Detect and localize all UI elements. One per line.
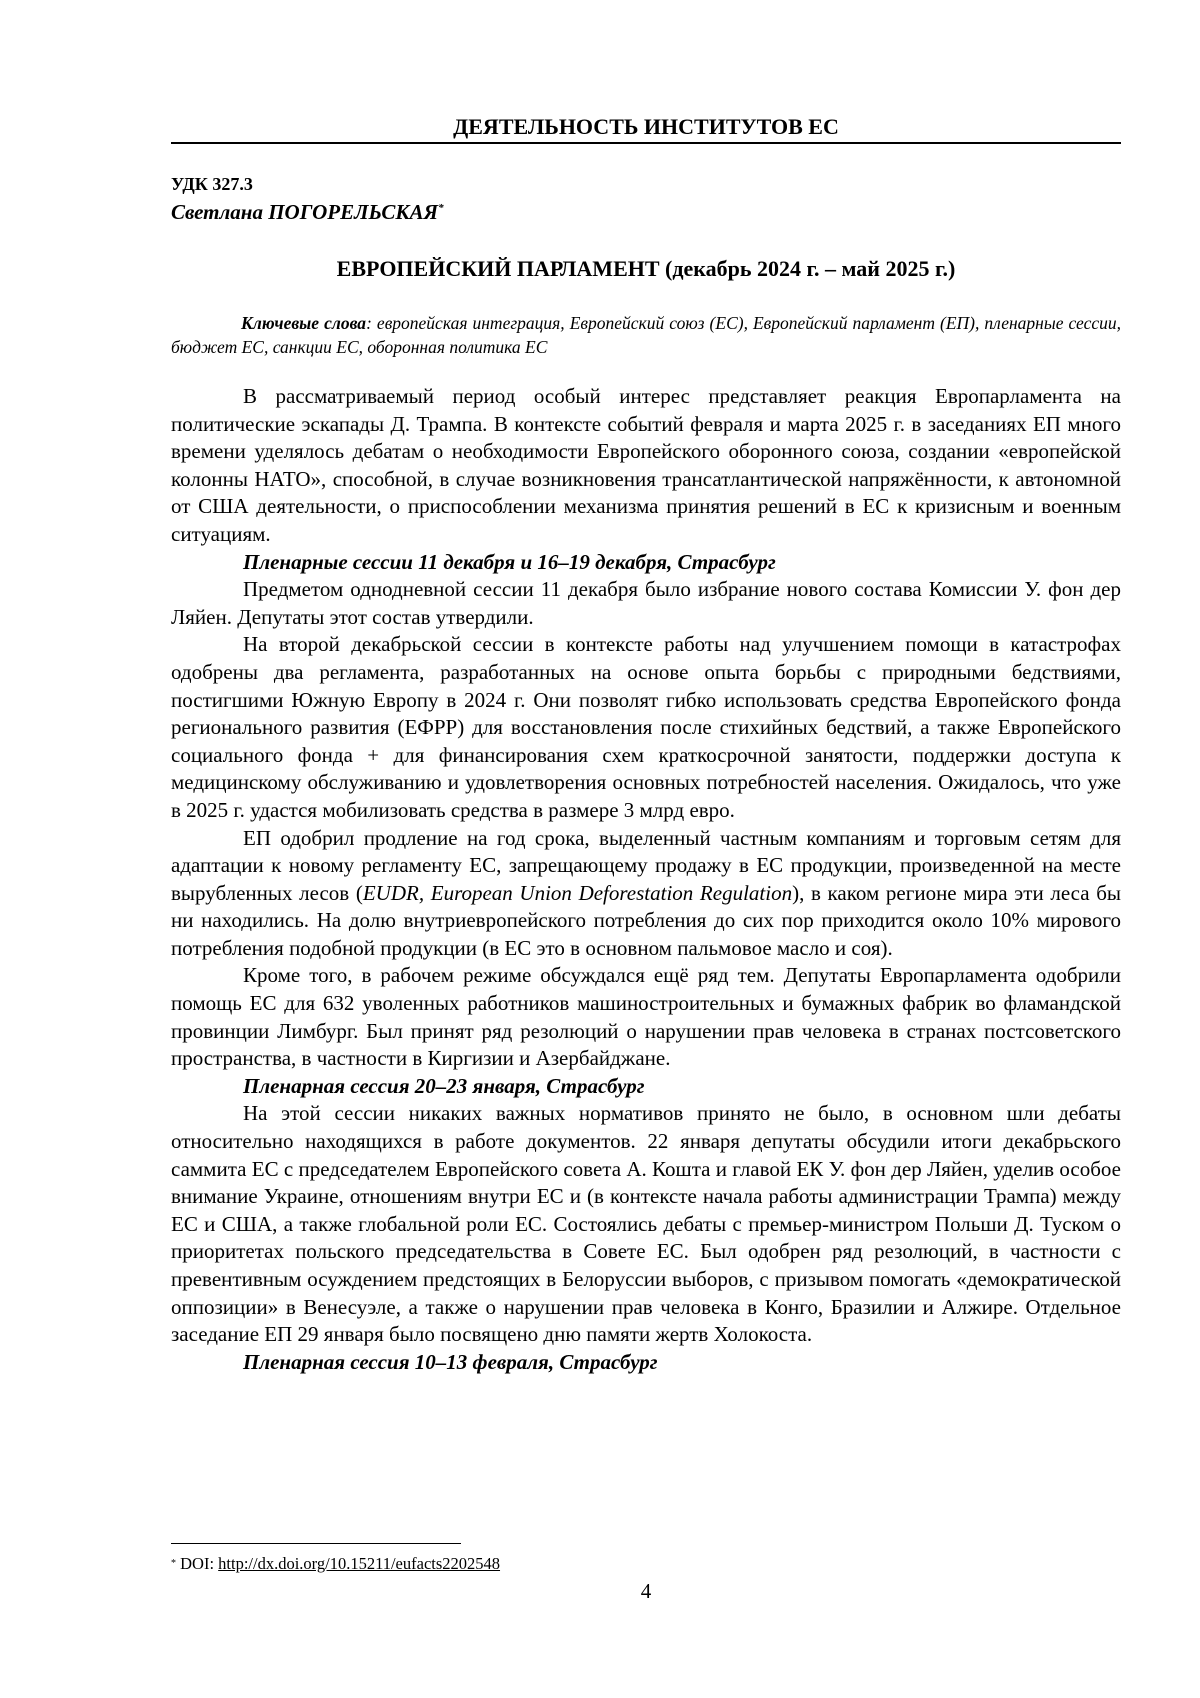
- paragraph-text: ), в каком регионе мира эти леса бы ни находились. На долю внутриевропейского потребления до сих пор приходится около 10% мирового потребления подобной продукции (в ЕС это в основном пальмовое масло и соя).: [171, 880, 1121, 960]
- paragraph: На этой сессии никаких важных нормативов принято не было, в основном шли дебаты относительно находящихся в работе документов. 22 января депутаты обсудили итоги декабрьского саммита ЕС с председателем Европейского совета А. Кошта и главой ЕК У. фон дер Ляйен, уделив особое внимание Украине, отношениям внутри ЕС и (в контексте начала работы администрации Трампа) между ЕС и США, а также глобальной роли ЕС. Состоялись дебаты с премьер-министром Польши Д. Туском о приоритетах польского председательства в Совете ЕС. Был одобрен ряд резолюций, в частности с превентивным осуждением предстоящих в Белоруссии выборов, с призывом помогать «демократической оппозиции» в Венесуэле, а также о нарушении прав человека в Конго, Бразилии и Алжире. Отдельное заседание ЕП 29 января было посвящено дню памяти жертв Холокоста.: [171, 1101, 1121, 1347]
- paragraph-text: ЕП одобрил продление на год срока, выделенный частным компаниям и торговым сетям для адаптации к новому регламенту ЕС, запрещающему продажу в ЕС продукции, произведенной на месте вырубленных лесов (: [171, 825, 1121, 905]
- paragraph: Предметом однодневной сессии 11 декабря было избрание нового состава Комиссии У. фон дер Ляйен. Депутаты этот состав утвердили.: [171, 577, 1121, 629]
- page-number: 4: [640, 1579, 652, 1603]
- paragraph: Кроме того, в рабочем режиме обсуждался ещё ряд тем. Депутаты Европарламента одобрили помощь ЕС для 632 уволенных работников машиностроительных и бумажных фабрик во фламандской провинции Лимбург. Был принят ряд резолюций о нарушении прав человека в странах постсоветского пространства, в частности в Киргизии и Азербайджане.: [171, 963, 1121, 1071]
- keywords-label: Ключевые слова: [241, 313, 367, 333]
- article-title: ЕВРОПЕЙСКИЙ ПАРЛАМЕНТ (декабрь 2024 г. – май 2025 г.): [336, 256, 956, 281]
- subheading: Пленарные сессии 11 декабря и 16–19 декабря, Страсбург: [243, 549, 776, 574]
- footnote-mark: *: [171, 1558, 176, 1569]
- paragraph-italic: EUDR, European Union Deforestation Regulation: [362, 880, 793, 905]
- paragraph: На второй декабрьской сессии в контексте работы над улучшением помощи в катастрофах одобрены два регламента, разработанных на основе опыта борьбы с природными бедствиями, постигшими Южную Европу в 2024 г. Они позволят гибко использовать средства Европейского фонда регионального развития (ЕФРР) для восстановления после стихийных бедствий, а также Европейского социального фонда + для финансирования схем краткосрочной занятости, поддержки доступа к медицинскому обслуживанию и удовлетворения основных потребностей населения. Ожидалось, что уже в 2025 г. удастся мобилизовать средства в размере 3 млрд евро.: [171, 632, 1121, 822]
- keywords-text: : европейская интеграция, Европейский союз (ЕС), Европейский парламент (ЕП), пленарные сессии, бюджет ЕС, санкции ЕС, оборонная политика ЕС: [171, 313, 1121, 357]
- section-heading: ДЕЯТЕЛЬНОСТЬ ИНСТИТУТОВ ЕС: [171, 112, 1121, 144]
- article-body: [171, 383, 1121, 1376]
- footnote: [171, 1553, 500, 1575]
- keywords: [171, 311, 1121, 359]
- paragraph: [171, 825, 1121, 963]
- subheading: Пленарная сессия 10–13 февраля, Страсбург: [243, 1349, 658, 1374]
- footnote-label: DOI:: [176, 1554, 219, 1573]
- author-name: [171, 199, 444, 225]
- udc-code: УДК 327.3: [171, 174, 253, 194]
- doi-link[interactable]: http://dx.doi.org/10.15211/eufacts2202548: [218, 1554, 501, 1573]
- author-text: Светлана ПОГОРЕЛЬСКАЯ: [171, 200, 439, 224]
- paragraph: В рассматриваемый период особый интерес представляет реакция Европарламента на политические эскапады Д. Трампа. В контексте событий февраля и марта 2025 г. в заседаниях ЕП много времени уделялось дебатам о необходимости Европейского оборонного союза, создании «европейской колонны НАТО», способной, в случае возникновения трансатлантической напряжённости, к автономной от США деятельности, о приспособлении механизма принятия решений в ЕС к кризисным и военным ситуациям.: [171, 384, 1121, 546]
- footnote-divider: [171, 1543, 461, 1544]
- subheading: Пленарная сессия 20–23 января, Страсбург: [243, 1073, 645, 1098]
- author-footnote-mark: *: [438, 202, 444, 214]
